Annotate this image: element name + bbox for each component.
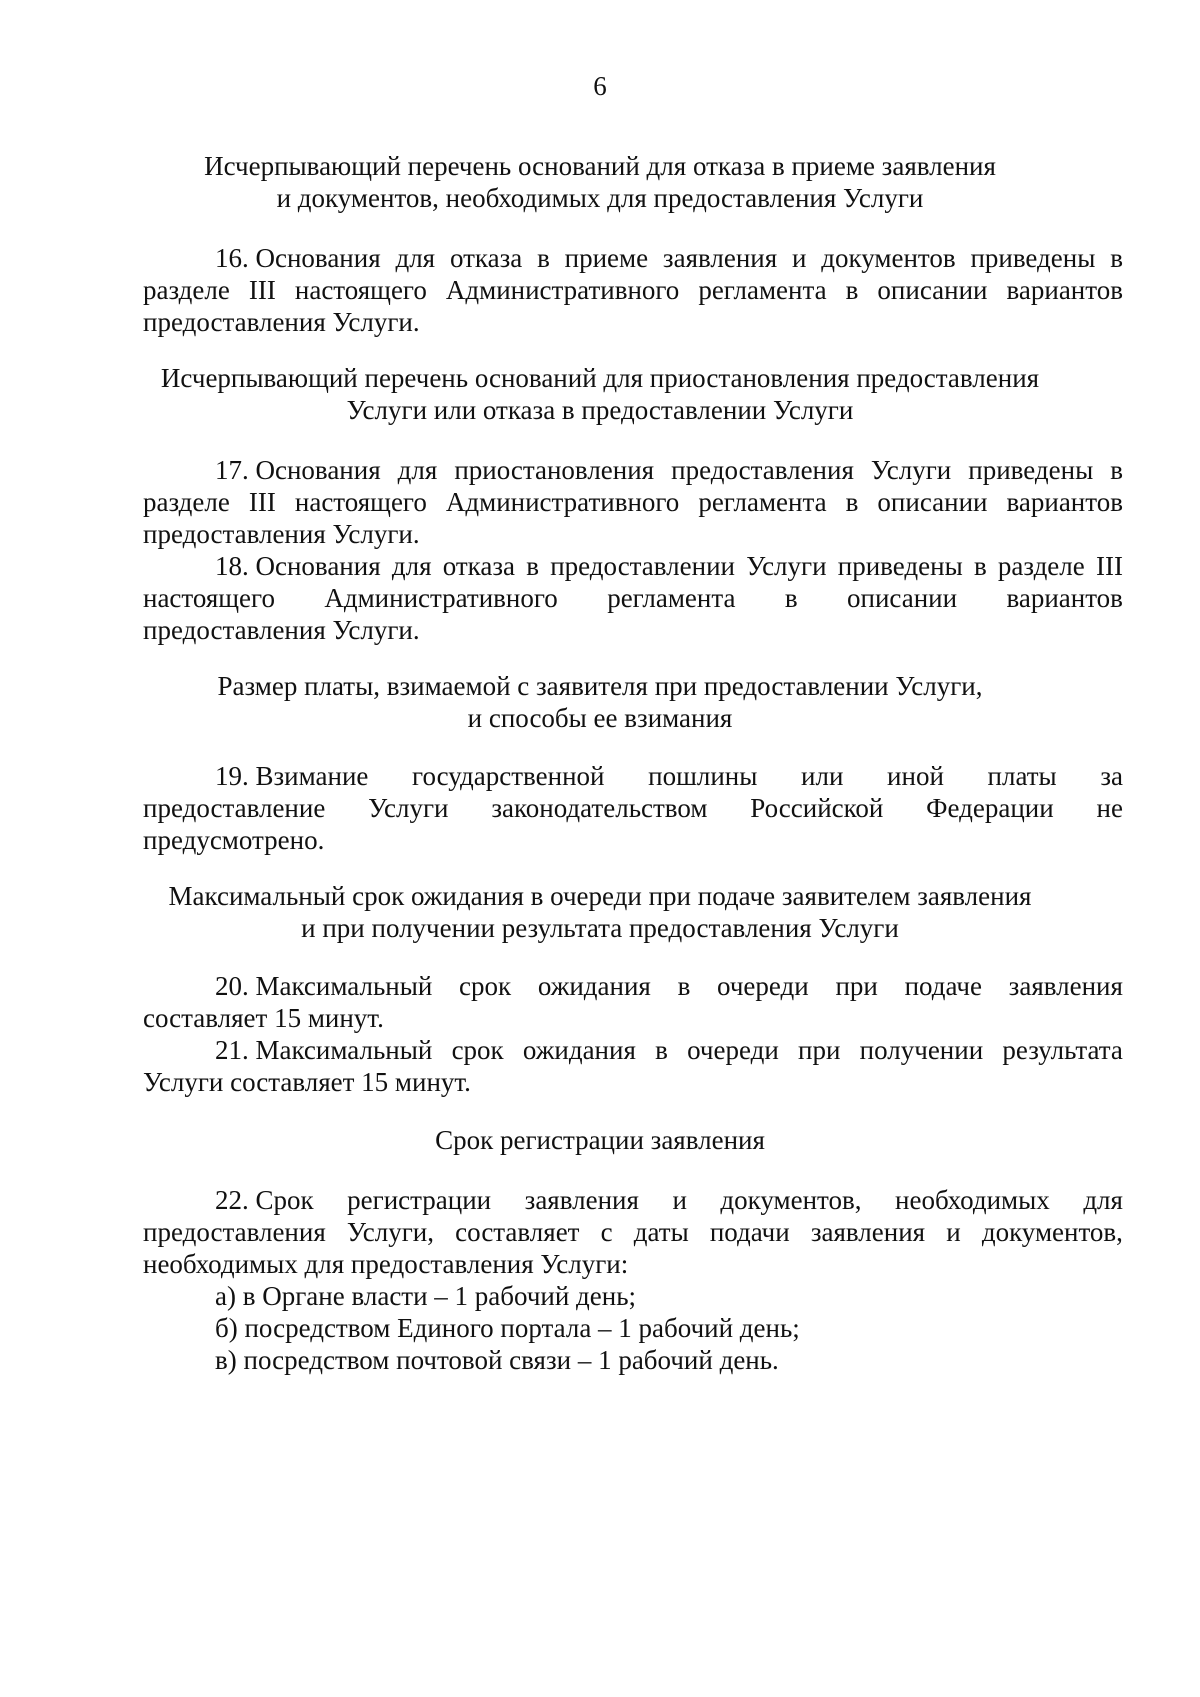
word: вариантов	[1006, 275, 1123, 305]
word: составляет	[455, 1217, 580, 1247]
paragraph-16	[143, 242, 1123, 338]
word: ожидания	[537, 971, 651, 1001]
word: пошлины	[648, 761, 758, 791]
word: подаче	[904, 971, 982, 1001]
word: даты	[633, 1217, 689, 1247]
word: Услуги,	[346, 1217, 435, 1247]
word: III	[1095, 551, 1123, 581]
list-item: а) в Органе власти – 1 рабочий день;	[215, 1281, 637, 1311]
paragraph-20	[143, 970, 1123, 1034]
paragraph-line	[143, 582, 1123, 614]
word: документов,	[720, 1185, 862, 1215]
word: необходимых	[895, 1185, 1050, 1215]
word: разделе	[143, 487, 230, 517]
page-number: 6	[593, 71, 607, 101]
paragraph-line	[143, 760, 1123, 792]
word: предоставлении	[550, 551, 735, 581]
paragraph-line: Услуги составляет 15 минут.	[143, 1067, 471, 1097]
paragraph-line	[143, 1034, 1123, 1066]
heading-line: Максимальный срок ожидания в очереди при подаче заявителем заявления	[168, 881, 1032, 911]
word: с	[600, 1217, 613, 1247]
word: описании	[877, 275, 988, 305]
word: III	[248, 275, 276, 305]
word: Услуги	[746, 551, 827, 581]
word: Российской	[750, 793, 884, 823]
word: очереди	[687, 1035, 779, 1065]
paragraph-line	[143, 454, 1123, 486]
word: настоящего	[143, 583, 275, 613]
word: в	[655, 1035, 668, 1065]
word: при	[835, 971, 878, 1001]
word: отказа	[449, 243, 523, 273]
word: предоставления	[671, 455, 854, 485]
word: и	[792, 243, 807, 273]
word: Федерации	[926, 793, 1054, 823]
word: в	[1110, 455, 1123, 485]
word: в	[845, 487, 859, 517]
word: III	[248, 487, 276, 517]
word: заявления	[810, 1217, 926, 1247]
section-heading-fee	[130, 670, 1070, 734]
word: регламента	[607, 583, 736, 613]
word: ожидания	[522, 1035, 636, 1065]
word: вариантов	[1006, 487, 1123, 517]
word: регламента	[698, 487, 827, 517]
word: за	[1100, 761, 1123, 791]
heading-line: Исчерпывающий перечень оснований для приостановления предоставления	[160, 363, 1040, 393]
paragraph-line	[143, 550, 1123, 582]
word: не	[1096, 793, 1123, 823]
word: 16. Основания	[215, 243, 381, 273]
word: в	[537, 243, 550, 273]
word: приведены	[968, 455, 1094, 485]
word: и	[672, 1185, 687, 1215]
word: для	[395, 243, 436, 273]
word: заявления	[1008, 971, 1123, 1001]
word: или	[801, 761, 844, 791]
word: при	[798, 1035, 841, 1065]
word: разделе	[143, 275, 230, 305]
paragraph-18	[143, 550, 1123, 646]
heading-line: Услуги или отказа в предоставлении Услуги	[346, 395, 854, 425]
heading-line: Исчерпывающий перечень оснований для отказа в приеме заявления	[204, 151, 996, 181]
word: и	[946, 1217, 961, 1247]
word: 21. Максимальный	[215, 1035, 433, 1065]
word: Услуги	[368, 793, 449, 823]
heading-line: Размер платы, взимаемой с заявителя при предоставлении Услуги,	[217, 671, 983, 701]
word: в	[677, 971, 691, 1001]
paragraph-line: необходимых для предоставления Услуги:	[143, 1249, 629, 1279]
word: 19. Взимание	[215, 761, 369, 791]
heading-line: и документов, необходимых для предоставления Услуги	[276, 183, 924, 213]
paragraph-line: предоставления Услуги.	[143, 519, 420, 549]
paragraph-line	[143, 274, 1123, 306]
word: предоставление	[143, 793, 326, 823]
word: настоящего	[294, 275, 427, 305]
word: очереди	[717, 971, 809, 1001]
word: законодательством	[491, 793, 708, 823]
heading-line: и способы ее взимания	[467, 703, 733, 733]
word: иной	[887, 761, 944, 791]
list-item: в) посредством почтовой связи – 1 рабочий день.	[215, 1345, 779, 1375]
word: приеме	[564, 243, 649, 273]
word: результата	[1002, 1035, 1123, 1065]
paragraph-19	[143, 760, 1123, 856]
word: в	[973, 551, 987, 581]
section-heading-registration	[130, 1124, 1070, 1156]
word: получении	[859, 1035, 984, 1065]
word: документов	[821, 243, 956, 273]
paragraph-line	[143, 1216, 1123, 1248]
word: Административного	[324, 583, 558, 613]
word: для	[1083, 1185, 1123, 1215]
word: в	[526, 551, 539, 581]
word: в	[845, 275, 859, 305]
word: описании	[877, 487, 988, 517]
word: 20. Максимальный	[215, 971, 433, 1001]
word: срок	[451, 1035, 504, 1065]
word: в	[1110, 243, 1123, 273]
word: в	[784, 583, 798, 613]
word: платы	[987, 761, 1057, 791]
word: заявления	[524, 1185, 639, 1215]
word: описании	[847, 583, 958, 613]
list-item: б) посредством Единого портала – 1 рабочий день;	[215, 1313, 800, 1343]
word: регламента	[698, 275, 827, 305]
paragraph-line	[143, 970, 1123, 1002]
word: для	[397, 455, 438, 485]
word: приостановления	[454, 455, 655, 485]
word: разделе	[997, 551, 1085, 581]
word: Услуги	[870, 455, 952, 485]
paragraph-22	[143, 1184, 1123, 1376]
paragraph-21	[143, 1034, 1123, 1098]
paragraph-line: предоставления Услуги.	[143, 307, 420, 337]
paragraph-line	[143, 792, 1123, 824]
paragraph-line: составляет 15 минут.	[143, 1003, 384, 1033]
word: отказа	[442, 551, 516, 581]
word: настоящего	[294, 487, 427, 517]
word: регистрации	[347, 1185, 492, 1215]
heading-line: и при получении результата предоставления Услуги	[301, 913, 899, 943]
word: приведены	[970, 243, 1096, 273]
word: приведены	[837, 551, 963, 581]
word: 22. Срок	[215, 1185, 314, 1215]
paragraph-line: предусмотрено.	[143, 825, 325, 855]
word: срок	[459, 971, 512, 1001]
paragraph-line	[143, 1184, 1123, 1216]
word: подачи	[709, 1217, 790, 1247]
paragraph-17	[143, 454, 1123, 550]
paragraph-line	[143, 242, 1123, 274]
word: 17. Основания	[215, 455, 381, 485]
paragraph-line: предоставления Услуги.	[143, 615, 420, 645]
word: 18. Основания	[215, 551, 381, 581]
word: заявления	[662, 243, 778, 273]
section-heading-suspension	[130, 362, 1070, 426]
heading-line: Срок регистрации заявления	[435, 1125, 765, 1155]
word: документов,	[981, 1217, 1123, 1247]
section-heading-queue-time	[130, 880, 1070, 944]
word: Административного	[445, 275, 680, 305]
word: вариантов	[1006, 583, 1123, 613]
word: для	[391, 551, 432, 581]
paragraph-line	[143, 486, 1123, 518]
word: предоставления	[143, 1217, 326, 1247]
word: государственной	[412, 761, 605, 791]
section-heading-refusal-acceptance	[130, 150, 1070, 214]
word: Административного	[445, 487, 680, 517]
